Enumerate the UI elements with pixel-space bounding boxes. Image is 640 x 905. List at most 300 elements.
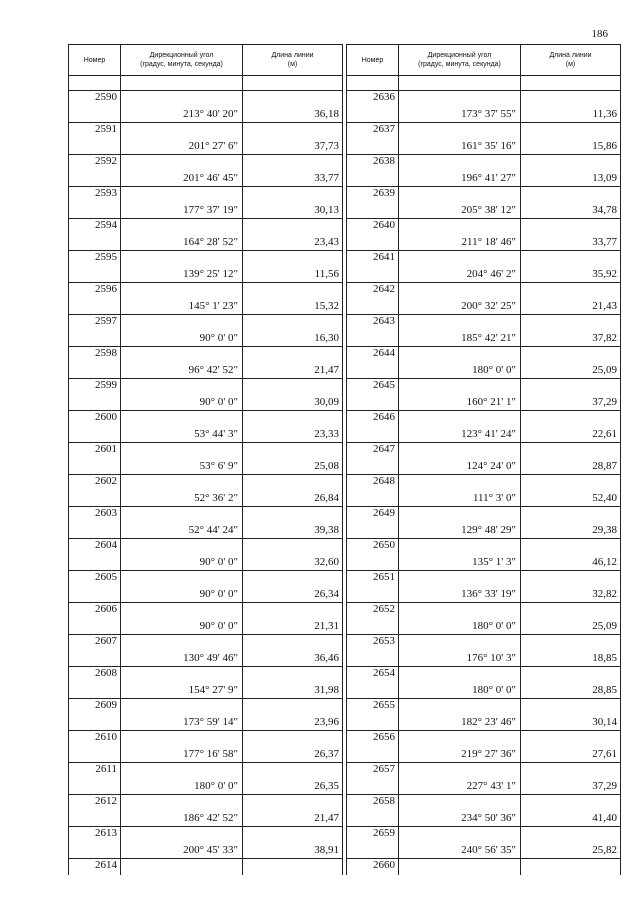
point-number-cell: [347, 347, 399, 379]
spacer-cell: [243, 76, 343, 91]
point-number-cell: [69, 187, 121, 219]
direction-angle-cell: [121, 251, 243, 283]
point-number-cell: [347, 91, 399, 123]
line-length: 30,09: [314, 396, 339, 408]
direction-angle: 200° 45' 33": [183, 844, 238, 856]
line-length-cell: [243, 731, 343, 763]
direction-angle-cell: [121, 347, 243, 379]
direction-angle-cell: [399, 283, 521, 315]
line-length-cell: [243, 251, 343, 283]
line-length: 18,85: [592, 652, 617, 664]
line-length-cell: [521, 667, 621, 699]
line-length: 16,30: [314, 332, 339, 344]
spacer-cell: [347, 76, 399, 91]
point-number: 2604: [95, 539, 117, 551]
line-length: 41,40: [592, 812, 617, 824]
point-number-cell: [69, 603, 121, 635]
direction-angle: 219° 27' 36": [461, 748, 516, 760]
line-length: 25,09: [592, 620, 617, 632]
spacer-cell: [399, 76, 521, 91]
table-row: [69, 187, 343, 219]
line-length-cell: [521, 571, 621, 603]
table-row: [347, 155, 621, 187]
direction-angle: 205° 38' 12": [461, 204, 516, 216]
line-length-cell: [521, 347, 621, 379]
point-number: 2642: [373, 283, 395, 295]
direction-angle: 52° 44' 24": [188, 524, 238, 536]
point-number-cell: [69, 443, 121, 475]
line-length-cell: [521, 219, 621, 251]
direction-angle-cell: [399, 219, 521, 251]
point-number: 2600: [95, 411, 117, 423]
direction-angle-cell: [121, 443, 243, 475]
point-number: 2590: [95, 91, 117, 103]
line-length: 26,84: [314, 492, 339, 504]
table-row: [347, 667, 621, 699]
spacer-row: [347, 76, 621, 91]
direction-angle-cell: [399, 347, 521, 379]
point-number-cell: [347, 763, 399, 795]
direction-angle: 182° 23' 46": [461, 716, 516, 728]
table-row: [347, 187, 621, 219]
point-number-cell: [347, 315, 399, 347]
line-length-cell: [521, 507, 621, 539]
point-number-cell: [69, 475, 121, 507]
table-row: [347, 411, 621, 443]
direction-angle-cell: [121, 795, 243, 827]
point-number-cell: [69, 283, 121, 315]
direction-angle-cell: [399, 123, 521, 155]
direction-angle-cell: [399, 187, 521, 219]
point-number: 2598: [95, 347, 117, 359]
point-number: 2606: [95, 603, 117, 615]
line-length: 52,40: [592, 492, 617, 504]
direction-angle: 180° 0' 0": [472, 364, 516, 376]
line-length: 37,73: [314, 140, 339, 152]
table-header-row: [347, 45, 621, 76]
direction-angle-cell: [399, 731, 521, 763]
line-length-cell: [521, 315, 621, 347]
table-row: [347, 635, 621, 667]
direction-angle-cell: [121, 635, 243, 667]
point-number-cell: [347, 187, 399, 219]
table-row: [69, 667, 343, 699]
line-length: 33,77: [314, 172, 339, 184]
direction-angle: 186° 42' 52": [183, 812, 238, 824]
direction-angle: 111° 3' 0": [472, 492, 516, 504]
point-number: 2651: [373, 571, 395, 583]
direction-angle-cell: [121, 379, 243, 411]
direction-angle-cell: [121, 539, 243, 571]
survey-table-left: [68, 44, 343, 875]
line-length-cell: [521, 379, 621, 411]
line-length-cell: [521, 91, 621, 123]
direction-angle: 90° 0' 0": [199, 588, 238, 600]
point-number: 2637: [373, 123, 395, 135]
table-body: [347, 76, 621, 876]
table-row: [347, 219, 621, 251]
line-length: 25,82: [592, 844, 617, 856]
line-length: 39,38: [314, 524, 339, 536]
line-length: 30,14: [592, 716, 617, 728]
direction-angle: 180° 0' 0": [194, 780, 238, 792]
line-length-cell: [243, 379, 343, 411]
line-length-cell: [243, 123, 343, 155]
point-number-cell: [347, 539, 399, 571]
table-row: [347, 123, 621, 155]
line-length-cell: [243, 667, 343, 699]
line-length-cell: [243, 571, 343, 603]
direction-angle-cell: [121, 827, 243, 859]
table-row: [347, 539, 621, 571]
table-row: [69, 731, 343, 763]
point-number: 2610: [95, 731, 117, 743]
point-number: 2650: [373, 539, 395, 551]
point-number-cell: [69, 507, 121, 539]
point-number: 2654: [373, 667, 395, 679]
survey-table-right: [346, 44, 621, 875]
point-number: 2641: [373, 251, 395, 263]
point-number: 2656: [373, 731, 395, 743]
direction-angle-cell: [121, 731, 243, 763]
direction-angle-cell: [399, 251, 521, 283]
table-row: [347, 315, 621, 347]
line-length-cell: [243, 795, 343, 827]
line-length-cell: [243, 539, 343, 571]
direction-angle: 201° 27' 6": [188, 140, 238, 152]
direction-angle: 52° 36' 2": [194, 492, 238, 504]
direction-angle-cell: [121, 507, 243, 539]
line-length: 22,61: [592, 428, 617, 440]
line-length-cell: [521, 795, 621, 827]
point-number-cell: [347, 283, 399, 315]
line-length-cell: [243, 507, 343, 539]
table-row-last: [347, 859, 621, 876]
table-row: [347, 283, 621, 315]
point-number: 2599: [95, 379, 117, 391]
point-number-cell: [347, 411, 399, 443]
line-length: 26,37: [314, 748, 339, 760]
direction-angle: 90° 0' 0": [199, 396, 238, 408]
table-row: [69, 763, 343, 795]
table-row: [347, 571, 621, 603]
point-number-cell: [69, 699, 121, 731]
line-length: 34,78: [592, 204, 617, 216]
table-row: [347, 603, 621, 635]
point-number-cell: [69, 571, 121, 603]
line-length: 26,35: [314, 780, 339, 792]
direction-angle: 130° 49' 46": [183, 652, 238, 664]
direction-angle-cell: [399, 699, 521, 731]
point-number: 2592: [95, 155, 117, 167]
direction-angle-cell: [121, 315, 243, 347]
table-row: [69, 443, 343, 475]
table-row: [347, 379, 621, 411]
point-number: 2653: [373, 635, 395, 647]
line-length: 27,61: [592, 748, 617, 760]
direction-angle: 196° 41' 27": [461, 172, 516, 184]
line-length: 36,18: [314, 108, 339, 120]
direction-angle: 234° 50' 36": [461, 812, 516, 824]
point-number-cell: [347, 571, 399, 603]
point-number: 2613: [95, 827, 117, 839]
point-number: 2659: [373, 827, 395, 839]
header-direction-angle: Дирекционный угол (градус, минута, секунда): [121, 45, 243, 76]
line-length-cell: [243, 859, 343, 876]
direction-angle: 177° 16' 58": [183, 748, 238, 760]
table-row: [347, 475, 621, 507]
line-length-cell: [521, 155, 621, 187]
point-number: 2607: [95, 635, 117, 647]
line-length-cell: [243, 699, 343, 731]
line-length: 21,47: [314, 812, 339, 824]
line-length-cell: [243, 411, 343, 443]
point-number-cell: [69, 859, 121, 876]
line-length-cell: [243, 155, 343, 187]
table-row: [69, 251, 343, 283]
point-number: 2645: [373, 379, 395, 391]
table-row: [347, 251, 621, 283]
line-length-cell: [243, 347, 343, 379]
point-number-cell: [347, 155, 399, 187]
table-row: [69, 155, 343, 187]
point-number-cell: [69, 539, 121, 571]
table-row: [69, 219, 343, 251]
line-length-cell: [243, 187, 343, 219]
line-length-cell: [243, 827, 343, 859]
point-number: 2655: [373, 699, 395, 711]
point-number-cell: [69, 379, 121, 411]
point-number-cell: [347, 635, 399, 667]
point-number-cell: [347, 667, 399, 699]
table-row: [347, 795, 621, 827]
table-row: [69, 315, 343, 347]
point-number-cell: [69, 347, 121, 379]
line-length: 38,91: [314, 844, 339, 856]
point-number: 2603: [95, 507, 117, 519]
direction-angle: 200° 32' 25": [461, 300, 516, 312]
line-length: 23,96: [314, 716, 339, 728]
direction-angle-cell: [121, 91, 243, 123]
line-length: 23,43: [314, 236, 339, 248]
table-row: [347, 347, 621, 379]
line-length: 26,34: [314, 588, 339, 600]
table-row: [347, 731, 621, 763]
point-number: 2601: [95, 443, 117, 455]
point-number: 2657: [373, 763, 395, 775]
table-row: [347, 699, 621, 731]
line-length-cell: [521, 283, 621, 315]
direction-angle: 139° 25' 12": [183, 268, 238, 280]
table-row: [69, 827, 343, 859]
point-number: 2594: [95, 219, 117, 231]
line-length: 13,09: [592, 172, 617, 184]
table-row: [69, 379, 343, 411]
table-row: [347, 443, 621, 475]
direction-angle-cell: [121, 571, 243, 603]
direction-angle-cell: [399, 315, 521, 347]
point-number: 2643: [373, 315, 395, 327]
direction-angle: 177° 37' 19": [183, 204, 238, 216]
point-number: 2602: [95, 475, 117, 487]
point-number-cell: [69, 251, 121, 283]
direction-angle: 90° 0' 0": [199, 556, 238, 568]
direction-angle: 173° 37' 55": [461, 108, 516, 120]
line-length-cell: [521, 731, 621, 763]
table-body: [69, 76, 343, 876]
direction-angle-cell: [121, 187, 243, 219]
point-number-cell: [347, 379, 399, 411]
point-number-cell: [69, 155, 121, 187]
direction-angle-cell: [121, 155, 243, 187]
direction-angle: 201° 46' 45": [183, 172, 238, 184]
line-length-cell: [243, 219, 343, 251]
line-length-cell: [243, 763, 343, 795]
line-length-cell: [521, 187, 621, 219]
point-number: 2605: [95, 571, 117, 583]
point-number: 2608: [95, 667, 117, 679]
point-number: 2639: [373, 187, 395, 199]
point-number-cell: [69, 315, 121, 347]
direction-angle-cell: [399, 603, 521, 635]
direction-angle-cell: [399, 827, 521, 859]
point-number: 2638: [373, 155, 395, 167]
line-length: 25,09: [592, 364, 617, 376]
direction-angle: 227° 43' 1": [466, 780, 516, 792]
point-number: 2611: [95, 763, 117, 775]
direction-angle-cell: [399, 763, 521, 795]
point-number: 2644: [373, 347, 395, 359]
table-row: [69, 123, 343, 155]
direction-angle: 129° 48' 29": [461, 524, 516, 536]
header-line-length: Длина линии (м): [521, 45, 621, 76]
direction-angle: 211° 18' 46": [461, 236, 516, 248]
line-length: 46,12: [592, 556, 617, 568]
line-length: 21,47: [314, 364, 339, 376]
direction-angle-cell: [399, 795, 521, 827]
point-number-cell: [69, 827, 121, 859]
direction-angle: 135° 1' 3": [472, 556, 516, 568]
line-length: 28,87: [592, 460, 617, 472]
direction-angle-cell: [121, 283, 243, 315]
point-number: 2597: [95, 315, 117, 327]
table-row: [69, 475, 343, 507]
line-length-cell: [521, 635, 621, 667]
direction-angle-cell: [121, 763, 243, 795]
point-number: 2649: [373, 507, 395, 519]
direction-angle-cell: [121, 603, 243, 635]
line-length: 21,31: [314, 620, 339, 632]
direction-angle: 160° 21' 1": [466, 396, 516, 408]
table-row-last: [69, 859, 343, 876]
direction-angle: 180° 0' 0": [472, 620, 516, 632]
point-number: 2595: [95, 251, 117, 263]
line-length-cell: [243, 635, 343, 667]
table-row: [69, 603, 343, 635]
line-length: 15,32: [314, 300, 339, 312]
point-number-cell: [69, 91, 121, 123]
direction-angle-cell: [121, 219, 243, 251]
table-row: [347, 827, 621, 859]
table-row: [69, 539, 343, 571]
line-length-cell: [521, 123, 621, 155]
table-row: [347, 763, 621, 795]
point-number: 2596: [95, 283, 117, 295]
header-point-number: Номер: [69, 45, 121, 76]
line-length: 21,43: [592, 300, 617, 312]
line-length-cell: [521, 859, 621, 876]
point-number-cell: [347, 795, 399, 827]
direction-angle-cell: [399, 539, 521, 571]
direction-angle-cell: [399, 667, 521, 699]
direction-angle: 96° 42' 52": [188, 364, 238, 376]
line-length-cell: [521, 539, 621, 571]
direction-angle-cell: [121, 699, 243, 731]
point-number-cell: [347, 699, 399, 731]
line-length-cell: [243, 443, 343, 475]
point-number: 2660: [373, 859, 395, 871]
line-length: 32,60: [314, 556, 339, 568]
direction-angle: 180° 0' 0": [472, 684, 516, 696]
point-number-cell: [347, 859, 399, 876]
table-row: [347, 91, 621, 123]
point-number-cell: [347, 827, 399, 859]
point-number-cell: [347, 123, 399, 155]
point-number: 2593: [95, 187, 117, 199]
direction-angle: 90° 0' 0": [199, 620, 238, 632]
spacer-cell: [69, 76, 121, 91]
line-length: 11,56: [314, 268, 339, 280]
line-length: 30,13: [314, 204, 339, 216]
line-length: 23,33: [314, 428, 339, 440]
direction-angle: 145° 1' 23": [188, 300, 238, 312]
direction-angle-cell: [399, 155, 521, 187]
page-number: 186: [591, 28, 608, 40]
direction-angle-cell: [399, 379, 521, 411]
line-length-cell: [521, 763, 621, 795]
direction-angle: 161° 35' 16": [461, 140, 516, 152]
table-row: [347, 507, 621, 539]
line-length: 37,29: [592, 780, 617, 792]
line-length-cell: [243, 315, 343, 347]
table-row: [69, 795, 343, 827]
line-length: 25,08: [314, 460, 339, 472]
point-number: 2658: [373, 795, 395, 807]
line-length-cell: [521, 251, 621, 283]
line-length-cell: [521, 411, 621, 443]
spacer-cell: [521, 76, 621, 91]
line-length-cell: [521, 699, 621, 731]
line-length-cell: [243, 283, 343, 315]
point-number-cell: [347, 475, 399, 507]
line-length-cell: [521, 827, 621, 859]
direction-angle-cell: [399, 91, 521, 123]
point-number-cell: [347, 443, 399, 475]
direction-angle: 154° 27' 9": [188, 684, 238, 696]
line-length: 35,92: [592, 268, 617, 280]
direction-angle: 185° 42' 21": [461, 332, 516, 344]
table-row: [69, 635, 343, 667]
direction-angle-cell: [121, 475, 243, 507]
direction-angle-cell: [399, 411, 521, 443]
point-number-cell: [69, 123, 121, 155]
direction-angle: 136° 33' 19": [461, 588, 516, 600]
point-number: 2614: [95, 859, 117, 871]
point-number-cell: [347, 603, 399, 635]
direction-angle-cell: [399, 859, 521, 876]
table-header-row: [69, 45, 343, 76]
point-number-cell: [69, 219, 121, 251]
